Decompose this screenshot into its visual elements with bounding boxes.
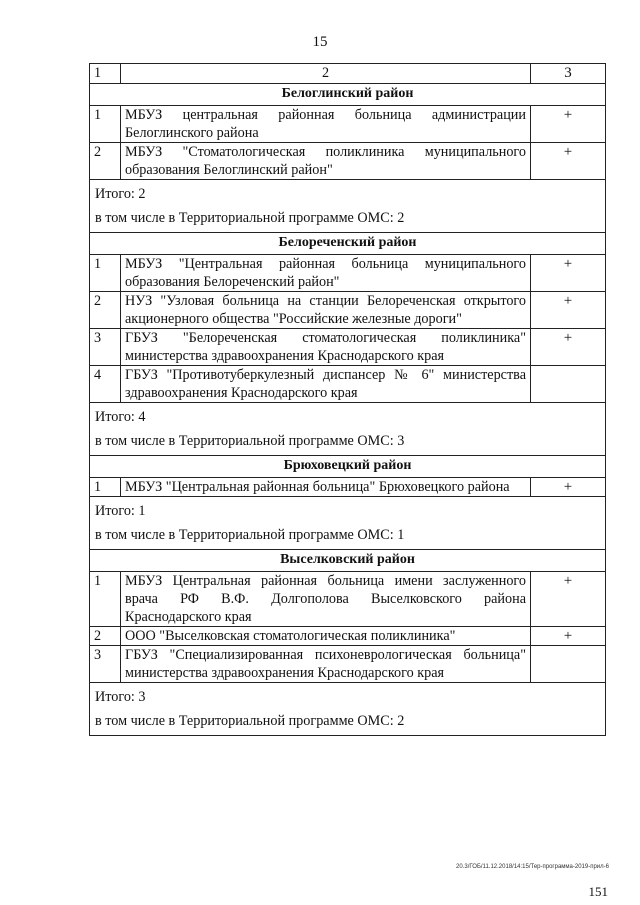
header-col-3: 3 <box>531 64 606 84</box>
district-name: Белореченский район <box>90 233 606 255</box>
facility-row <box>90 366 606 403</box>
facility-name: МБУЗ "Стоматологическая поликлиника муниципального образования Белоглинский район" <box>121 143 531 180</box>
district-header-row <box>90 456 606 478</box>
district-total-cell <box>90 403 606 456</box>
oms-mark: + <box>531 572 606 627</box>
oms-count: в том числе в Территориальной программе ОМС: 3 <box>95 433 405 449</box>
district-total-cell <box>90 497 606 550</box>
facility-name: НУЗ "Узловая больница на станции Белореченская открытого акционерного общества "Российские железные дороги" <box>121 292 531 329</box>
row-number: 1 <box>90 255 121 292</box>
facility-row <box>90 478 606 497</box>
district-header-row <box>90 84 606 106</box>
document-code: 20.3/ГОБ/11.12.2018/14:15/Тер-программа-2019-прил-6 <box>456 864 609 870</box>
facility-row <box>90 255 606 292</box>
facility-row <box>90 329 606 366</box>
header-col-2: 2 <box>121 64 531 84</box>
row-number: 4 <box>90 366 121 403</box>
facilities-table <box>89 63 606 736</box>
district-name: Брюховецкий район <box>90 456 606 478</box>
row-number: 1 <box>90 478 121 497</box>
oms-mark: + <box>531 329 606 366</box>
facility-row <box>90 106 606 143</box>
district-total-cell <box>90 683 606 736</box>
oms-mark: + <box>531 478 606 497</box>
row-number: 1 <box>90 572 121 627</box>
district-total-row <box>90 683 606 736</box>
row-number: 1 <box>90 106 121 143</box>
row-number: 3 <box>90 329 121 366</box>
oms-mark <box>531 646 606 683</box>
total-count: Итого: 3 <box>95 689 146 705</box>
header-col-1: 1 <box>90 64 121 84</box>
oms-mark <box>531 366 606 403</box>
oms-count: в том числе в Территориальной программе ОМС: 2 <box>95 713 405 729</box>
table-header-row <box>90 64 606 84</box>
district-total-row <box>90 403 606 456</box>
oms-mark: + <box>531 292 606 329</box>
facility-row <box>90 572 606 627</box>
facility-name: МБУЗ "Центральная районная больница муниципального образования Белореченский район" <box>121 255 531 292</box>
district-total-row <box>90 180 606 233</box>
row-number: 2 <box>90 627 121 646</box>
bottom-page-number: 151 <box>588 884 608 899</box>
facility-name: МБУЗ Центральная районная больница имени заслуженного врача РФ В.Ф. Долгополова Выселковского района Краснодарского края <box>121 572 531 627</box>
oms-mark: + <box>531 143 606 180</box>
row-number: 3 <box>90 646 121 683</box>
oms-mark: + <box>531 255 606 292</box>
facility-name: ООО "Выселковская стоматологическая поликлиника" <box>121 627 531 646</box>
facility-name: МБУЗ центральная районная больница администрации Белоглинского района <box>121 106 531 143</box>
row-number: 2 <box>90 292 121 329</box>
facility-row <box>90 646 606 683</box>
facility-row <box>90 143 606 180</box>
oms-mark: + <box>531 627 606 646</box>
total-count: Итого: 2 <box>95 186 146 202</box>
district-header-row <box>90 233 606 255</box>
facility-row <box>90 292 606 329</box>
facility-name: ГБУЗ "Белореченская стоматологическая поликлиника" министерства здравоохранения Краснодарского края <box>121 329 531 366</box>
row-number: 2 <box>90 143 121 180</box>
district-total-cell <box>90 180 606 233</box>
oms-count: в том числе в Территориальной программе ОМС: 2 <box>95 210 405 226</box>
page-number: 15 <box>312 34 328 50</box>
oms-mark: + <box>531 106 606 143</box>
facility-row <box>90 627 606 646</box>
facility-name: ГБУЗ "Противотуберкулезный диспансер № 6" министерства здравоохранения Краснодарского края <box>121 366 531 403</box>
district-name: Выселковский район <box>90 550 606 572</box>
district-total-row <box>90 497 606 550</box>
total-count: Итого: 4 <box>95 409 146 425</box>
facility-name: МБУЗ "Центральная районная больница" Брюховецкого района <box>121 478 531 497</box>
facility-name: ГБУЗ "Специализированная психоневрологическая больница" министерства здравоохранения Краснодарского края <box>121 646 531 683</box>
district-header-row <box>90 550 606 572</box>
total-count: Итого: 1 <box>95 503 146 519</box>
district-name: Белоглинский район <box>90 84 606 106</box>
oms-count: в том числе в Территориальной программе ОМС: 1 <box>95 527 405 543</box>
